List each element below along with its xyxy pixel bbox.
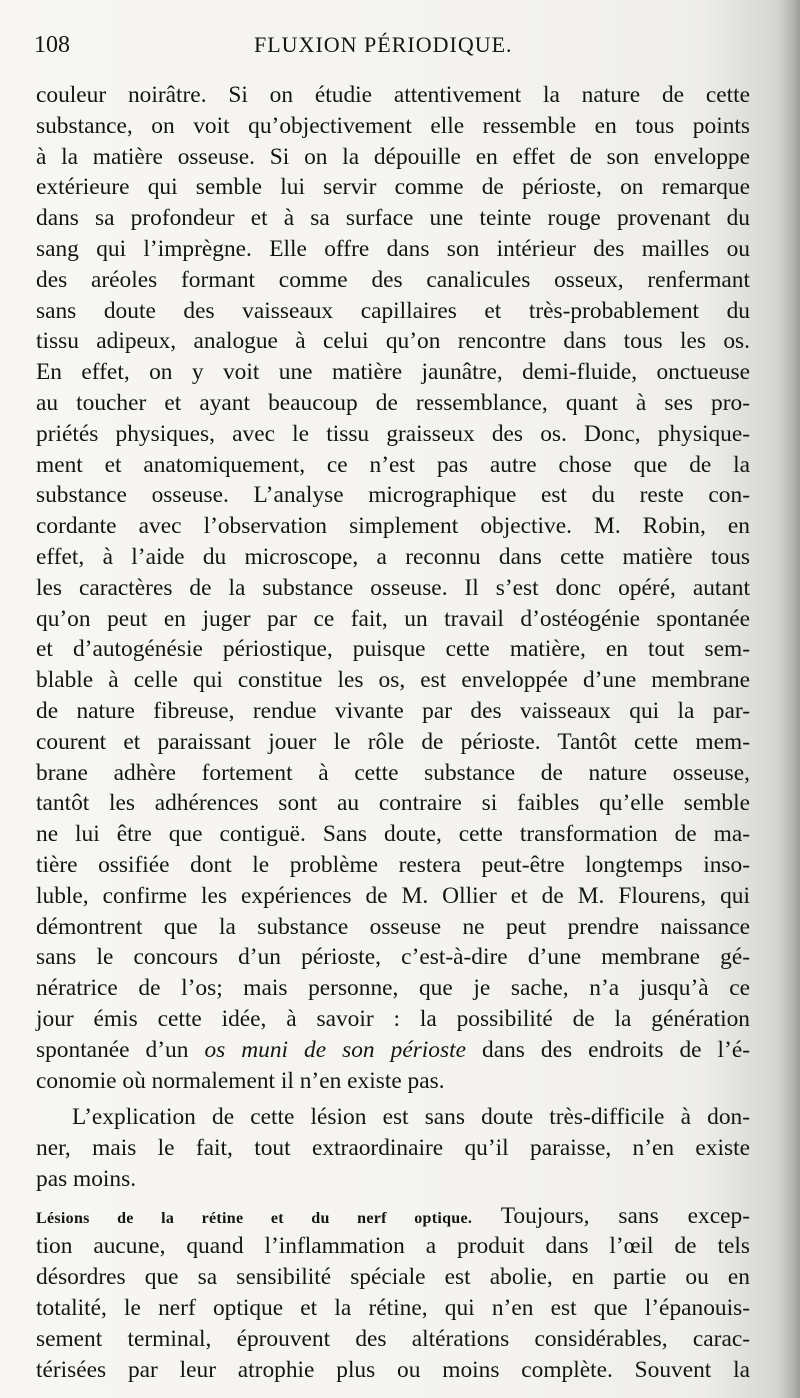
text-line: tantôt les adhérences sont au contraire si faibles qu’elle semble [36,790,750,817]
text-line: ment et anatomiquement, ce n’est pas autre chose que de la [36,451,750,478]
text-line: sans doute des vaisseaux capillaires et très-probablement du [36,297,750,324]
text-line: luble, confirme les expériences de M. Ollier et de M. Flourens, qui [36,882,750,909]
italic-phrase: os muni de son périoste [204,1036,466,1063]
text-line: sang qui l’imprègne. Elle offre dans son intérieur des mailles ou [36,235,750,262]
text-line: dans sa profondeur et à sa surface une teinte rouge provenant du [36,205,750,232]
page-number: 108 [34,32,70,58]
text-line: au toucher et ayant beaucoup de ressemblance, quant à ses pro- [36,389,750,416]
text-line: et d’autogénésie périostique, puisque cette matière, en tout sem- [36,636,750,663]
text-line: tion aucune, quand l’inflammation a produit dans l’œil de tels [36,1233,750,1260]
text-line: nératrice de l’os; mais personne, que je sache, n’a jusqu’à ce [36,975,750,1002]
text-line: substance osseuse. L’analyse micrographique est du reste con- [36,482,750,509]
text-run: dans des endroits de l’é- [466,1036,751,1063]
text-line: à la matière osseuse. Si on la dépouille en effet de son enveloppe [36,143,750,170]
text-line: totalité, le nerf optique et la rétine, qui n’en est que l’épanouis- [36,1295,750,1322]
text-line: des aréoles formant comme des canalicules osseux, renfermant [36,266,750,293]
text-line: sans le concours d’un périoste, c’est-à-dire d’une membrane gé- [36,944,750,971]
text-line: blable à celle qui constitue les os, est enveloppée d’une membrane [36,667,750,694]
text-line-with-italic [36,1035,750,1066]
text-line: les caractères de la substance osseuse. Il s’est donc opéré, autant [36,574,750,601]
body-text [36,80,750,1385]
running-title: FLUXION PÉRIODIQUE. [254,32,513,57]
text-run: spontanée d’un [36,1036,205,1063]
text-line: tissu adipeux, analogue à celui qu’on rencontre dans tous les os. [36,328,750,355]
text-line: effet, à l’aide du microscope, a reconnu dans cette matière tous [36,543,750,570]
text-line: substance, on voit qu’objectivement elle ressemble en tous points [36,112,750,139]
text-line: couleur noirâtre. Si on étudie attentivement la nature de cette [36,82,750,108]
paragraph-explanation [36,1102,750,1194]
text-line: ne lui être que contiguë. Sans doute, cette transformation de ma- [36,821,750,848]
text-line: térisées par leur atrophie plus ou moins complète. Souvent la [36,1356,750,1383]
page-edge-shadow [778,0,800,1398]
text-line: cordante avec l’observation simplement objective. M. Robin, en [36,513,750,540]
text-line: ner, mais le fait, tout extraordinaire qu’il paraisse, n’en existe [36,1135,750,1162]
running-head [0,28,800,62]
text-line-with-heading [36,1201,750,1232]
section-heading: Lésions de la rétine et du nerf optique. [36,1209,473,1227]
text-line: pas moins. [36,1165,137,1192]
text-line: désordres que sa sensibilité spéciale est abolie, en partie ou en [36,1264,750,1291]
text-line: priétés physiques, avec le tissu graisseux des os. Donc, physique- [36,420,750,447]
paragraph-retina-lesions [36,1201,750,1386]
text-line: extérieure qui semble lui servir comme de périoste, on remarque [36,174,750,201]
text-line: de nature fibreuse, rendue vivante par des vaisseaux qui la par- [36,697,750,724]
paragraph-bone-substance [36,80,750,1096]
text-line: conomie où normalement il n’en existe pas. [36,1067,445,1094]
text-line: courent et paraissant jouer le rôle de périoste. Tantôt cette mem- [36,728,750,755]
text-run: Toujours, sans excep- [472,1202,751,1229]
text-line: démontrent que la substance osseuse ne peut prendre naissance [36,913,750,940]
text-line: sement terminal, éprouvent des altérations considérables, carac- [36,1325,750,1352]
text-line: En effet, on y voit une matière jaunâtre, demi-fluide, onctueuse [36,359,750,386]
text-line: jour émis cette idée, à savoir : la possibilité de la génération [36,1005,750,1032]
text-line: brane adhère fortement à cette substance de nature osseuse, [36,759,750,786]
text-line: tière ossifiée dont le problème restera peut-être longtemps inso- [36,851,750,878]
text-line: qu’on peut en juger par ce fait, un travail d’ostéogénie spontanée [36,605,750,632]
text-line: L’explication de cette lésion est sans doute très-difficile à don- [72,1104,750,1131]
